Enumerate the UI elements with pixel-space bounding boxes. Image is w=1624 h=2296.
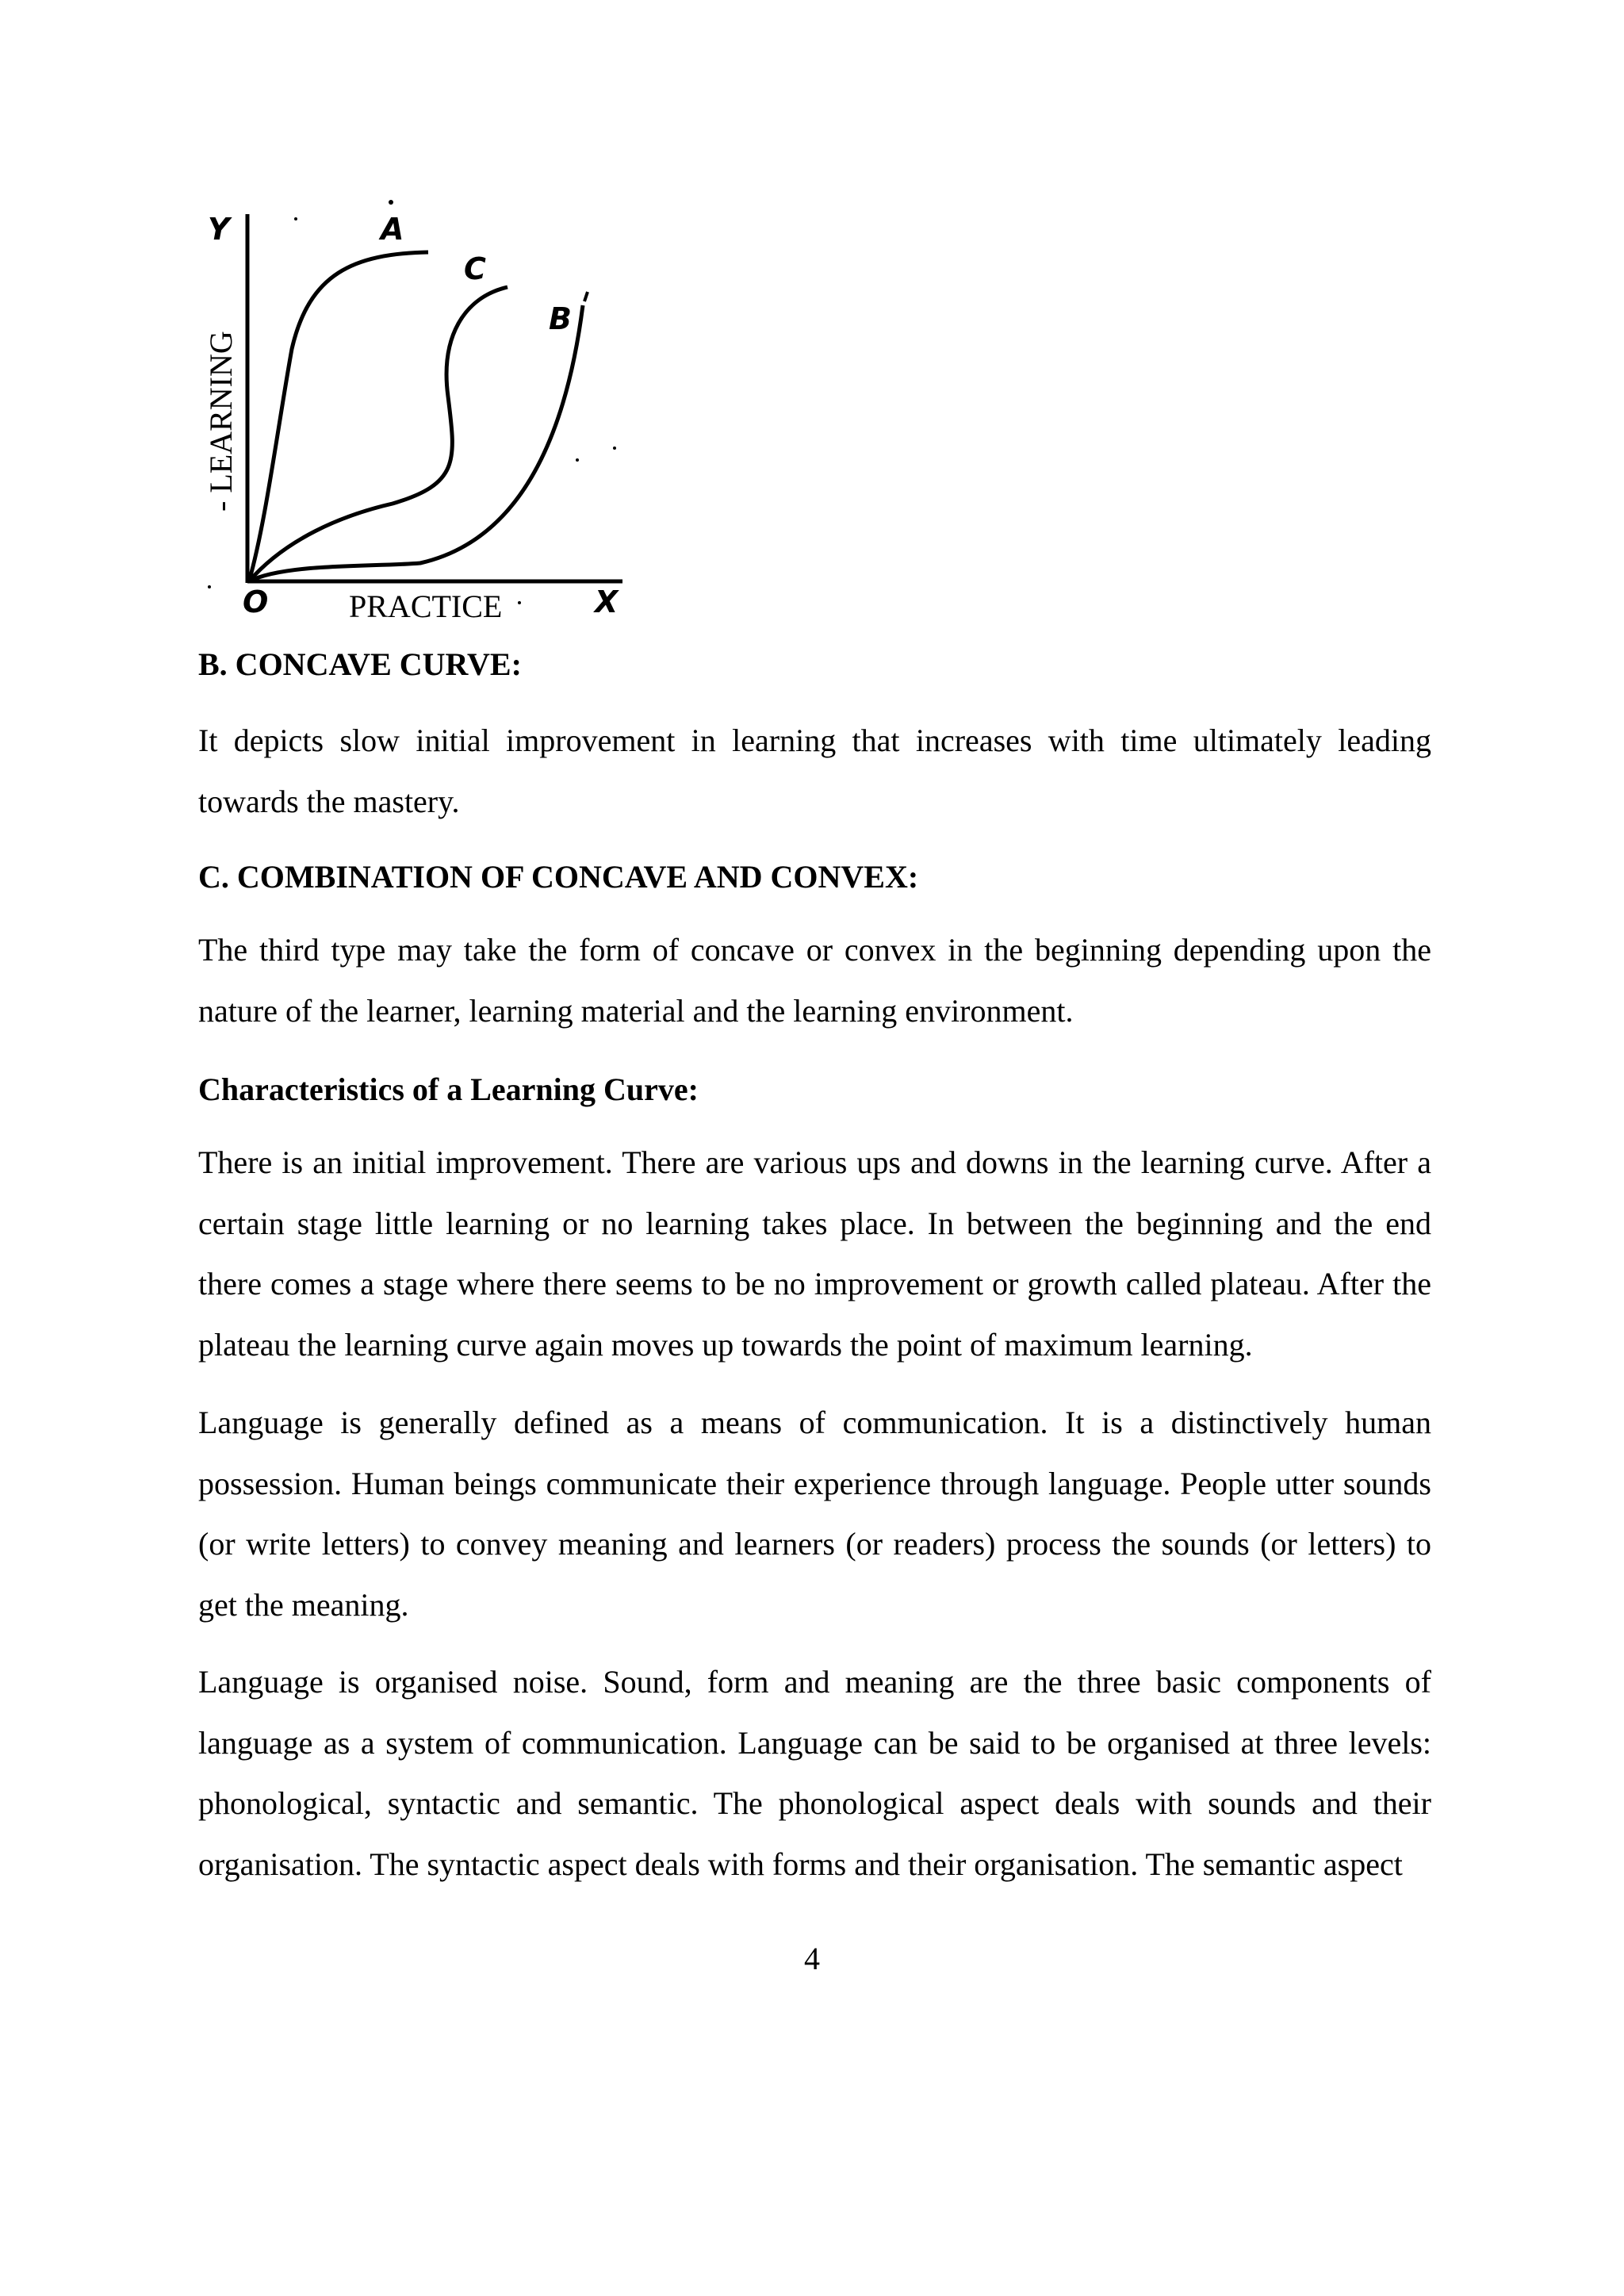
curve-c-label: C (464, 251, 486, 286)
characteristics-paragraph: There is an initial improvement. There are various ups and downs in the learning curve. After a certain stage little learning or no learning takes place. In between the beginning and the end there comes a stage where there seems to be no improvement or growth called plateau. After the plateau the learning curve again moves up towards the point of maximum learning. (198, 1144, 1431, 1363)
scan-speck (208, 585, 211, 588)
curve-a (249, 252, 428, 581)
scan-speck (518, 601, 521, 604)
x-axis-letter: X (595, 585, 619, 619)
combination-heading: C. COMBINATION OF CONCAVE AND CONVEX: (198, 859, 919, 895)
origin-label: O (243, 585, 269, 619)
y-axis-label: - LEARNING (203, 331, 239, 512)
curve-a-label: A (381, 212, 404, 247)
characteristics-heading: Characteristics of a Learning Curve: (198, 1071, 699, 1107)
y-axis-letter: Y (208, 212, 230, 247)
learning-curve-figure (190, 190, 634, 634)
page-number: 4 (804, 1941, 820, 1976)
curve-b-label: B (549, 301, 572, 336)
learning-curve-svg (190, 190, 634, 634)
language-paragraph-2: Language is organised noise. Sound, form and meaning are the three basic components of language as a system of communication. Language can be said to be organised at three levels: phonological, syntactic and semantic. The phonological aspect deals with sounds and their organisation. The syntactic aspect deals with forms and their organisation. The semantic aspect (198, 1664, 1431, 1882)
curve-b-tick (584, 292, 588, 301)
x-axis-label: PRACTICE (349, 588, 503, 624)
scan-speck (576, 458, 579, 462)
scan-speck (294, 217, 297, 220)
concave-curve-paragraph: It depicts slow initial improvement in learning that increases with time ultimately leading towards the mastery. (198, 723, 1431, 819)
concave-curve-heading: B. CONCAVE CURVE: (198, 646, 522, 682)
language-paragraph-1: Language is generally defined as a means of communication. It is a distinctively human possession. Human beings communicate their experience through language. People utter sounds (or write letters) to convey meaning and learners (or readers) process the sounds (or letters) to get the meaning. (198, 1405, 1431, 1623)
scan-speck (613, 447, 616, 450)
curve-c (249, 287, 508, 581)
scan-speck (389, 200, 393, 205)
combination-paragraph: The third type may take the form of concave or convex in the beginning depending upon the nature of the learner, learning material and the learning environment. (198, 932, 1431, 1029)
